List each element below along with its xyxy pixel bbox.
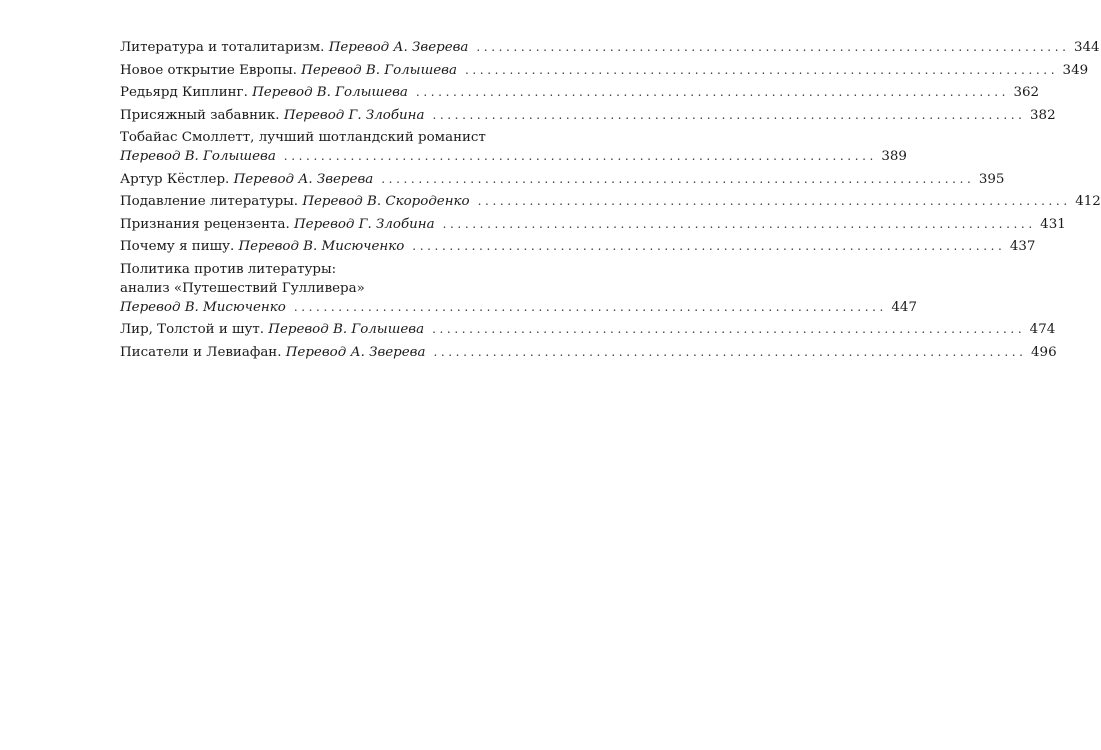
- dot-leader: ................................................................................: [432, 107, 1026, 122]
- toc-entry-page-number: 431: [1040, 216, 1066, 232]
- toc-entry-title: Редьярд Киплинг.: [120, 85, 248, 100]
- toc-entry-title-line: Тобайас Смоллетт, лучший шотландский романист: [120, 130, 486, 145]
- dot-leader: ................................................................................: [477, 194, 1071, 208]
- toc-entry: [120, 343, 1057, 362]
- toc-entry-translator: Перевод А. Зверева: [285, 344, 426, 360]
- toc-entry: [120, 106, 1056, 125]
- toc-entry-title-line: анализ «Путешествий Гулливера»: [120, 280, 365, 296]
- toc-entry-title: Присяжный забавник.: [120, 107, 280, 123]
- toc-entry-translator: Перевод Г. Злобина: [293, 216, 435, 232]
- dot-leader: ................................................................................: [442, 216, 1036, 231]
- toc-entry: [120, 170, 1005, 189]
- dot-leader: ................................................................................: [283, 149, 877, 163]
- toc-entry-text: [120, 83, 408, 102]
- toc-entry-title: Признания рецензента.: [120, 216, 290, 232]
- toc-entry-page-number: 362: [1013, 85, 1040, 100]
- toc-entry-page-number: 349: [1062, 62, 1089, 78]
- toc-entry: [120, 192, 1101, 211]
- toc-entry-text: [120, 215, 435, 234]
- toc-entry-page-number: 389: [881, 149, 907, 164]
- toc-entry-row: [120, 83, 1040, 102]
- toc-entry-title: Писатели и Левиафан.: [120, 344, 282, 360]
- toc-entry-page-number: 474: [1029, 322, 1056, 337]
- toc-entry-translator: Перевод Г. Злобина: [283, 107, 425, 123]
- toc-entry-title: Лир, Толстой и шут.: [120, 322, 265, 337]
- toc-entry-page-number: 395: [978, 171, 1005, 187]
- toc-entry-translator: Перевод В. Голышева: [301, 62, 457, 78]
- toc-entry-title: Артур Кёстлер.: [120, 171, 230, 187]
- toc-entry-translator: Перевод В. Скороденко: [302, 194, 470, 209]
- toc-entry-text: [120, 237, 404, 256]
- toc-entry-translator: Перевод В. Голышева: [120, 149, 276, 164]
- toc-entry-text: [120, 106, 424, 125]
- dot-leader: ................................................................................: [381, 171, 975, 186]
- toc-entry-row: [120, 147, 907, 166]
- dot-leader: ................................................................................: [412, 239, 1006, 253]
- toc-entry-row: [120, 170, 1005, 189]
- toc-entry-row: [120, 215, 1066, 234]
- toc-entry-title-line: Политика против литературы:: [120, 261, 337, 277]
- toc-entry: [120, 237, 1036, 256]
- toc-entry-text: [120, 61, 457, 80]
- toc-entry-text: [120, 38, 468, 57]
- dot-leader: ................................................................................: [464, 62, 1059, 77]
- toc-entry-translator: Перевод В. Голышева: [252, 85, 408, 100]
- toc-entry: [120, 83, 1040, 102]
- toc-entry-translator: Перевод А. Зверева: [233, 171, 374, 187]
- toc-entry-row: [120, 320, 1056, 339]
- toc-entry-translator: Перевод В. Мисюченко: [120, 299, 286, 315]
- toc-entry-row: [120, 61, 1089, 80]
- toc-entry-row: [120, 106, 1056, 125]
- toc-entry-translator: Перевод В. Мисюченко: [238, 239, 405, 254]
- toc-entry-translator: Перевод А. Зверева: [328, 40, 469, 55]
- toc-entry-page-number: 382: [1030, 107, 1056, 123]
- toc-entry-row: [120, 298, 917, 317]
- toc-entry: [120, 215, 1066, 234]
- toc-entry-page-number: 344: [1073, 40, 1100, 55]
- toc-entry-title: Подавление литературы.: [120, 194, 299, 209]
- dot-leader: ................................................................................: [415, 85, 1010, 99]
- toc-entry-title: Новое открытие Европы.: [120, 62, 297, 78]
- toc-entry-text: [120, 320, 424, 339]
- dot-leader: ................................................................................: [433, 344, 1027, 359]
- toc-entry-page-number: 437: [1009, 239, 1036, 254]
- dot-leader: ................................................................................: [293, 299, 887, 314]
- toc-entry-text: [120, 343, 425, 362]
- toc-entry: [120, 61, 1089, 80]
- toc-entry-row: [120, 237, 1036, 256]
- toc-entry: [120, 260, 917, 317]
- toc-entry-page-number: 447: [891, 299, 917, 315]
- dot-leader: ................................................................................: [476, 40, 1070, 54]
- dot-leader: ................................................................................: [432, 322, 1026, 336]
- toc-entry-row: [120, 192, 1101, 211]
- toc-entry-row: [120, 343, 1057, 362]
- toc-entry-page-number: 412: [1075, 194, 1101, 209]
- toc-entry: [120, 320, 1056, 339]
- toc-entry-title: Почему я пишу.: [120, 239, 235, 254]
- toc-entry: [120, 128, 907, 166]
- toc-entry-text: [120, 298, 286, 317]
- toc-entry-page-number: 496: [1031, 344, 1057, 360]
- toc-entry-text: [120, 147, 276, 166]
- toc-entry-text: [120, 170, 373, 189]
- toc-entry-translator: Перевод В. Голышева: [268, 322, 425, 337]
- toc-entry-title: Литература и тоталитаризм.: [120, 40, 325, 55]
- toc-entry-text: [120, 192, 470, 211]
- toc-entry: [120, 38, 1100, 57]
- toc-entry-row: [120, 38, 1100, 57]
- table-of-contents: [120, 38, 1101, 365]
